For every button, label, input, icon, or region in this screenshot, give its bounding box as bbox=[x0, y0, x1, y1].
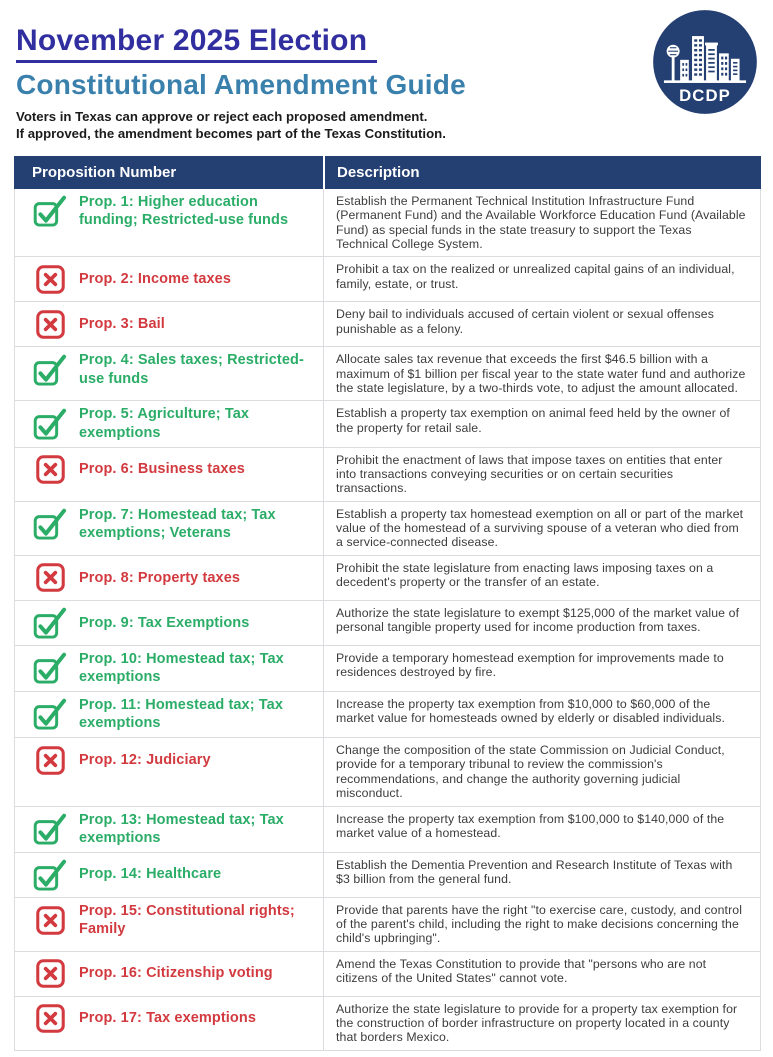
proposition-label: Prop. 9: Tax Exemptions bbox=[79, 614, 250, 631]
proposition-label: Prop. 7: Homestead tax; Tax exemptions; Veterans bbox=[79, 506, 276, 542]
table-row bbox=[15, 692, 760, 738]
description-text: Prohibit the enactment of laws that impose taxes on entities that enter into transactions conveying securities or on certain securities transactions. bbox=[336, 452, 723, 496]
description-cell bbox=[323, 853, 760, 897]
description-text: Provide that parents have the right "to exercise care, custody, and control of the parent's child, including the right to make decisions concerning the child's upbringing". bbox=[336, 902, 743, 946]
proposition-cell bbox=[15, 738, 323, 806]
dcdp-logo bbox=[651, 8, 759, 116]
checkbox-checked-icon bbox=[33, 696, 67, 732]
proposition-cell bbox=[15, 257, 323, 301]
description-text: Provide a temporary homestead exemption for improvements made to residences destroyed by fire. bbox=[336, 650, 724, 680]
checkbox-checked-icon bbox=[33, 857, 67, 893]
page-title: November 2025 Election bbox=[16, 24, 377, 63]
description-cell bbox=[323, 257, 760, 301]
proposition-label: Prop. 10: Homestead tax; Tax exemptions bbox=[79, 650, 284, 686]
table-row bbox=[15, 738, 760, 807]
description-text: Establish a property tax homestead exemption on all or part of the market value of the homestead of a surviving spouse of a veteran who died from a service-connected disease. bbox=[336, 506, 744, 550]
proposition-label: Prop. 6: Business taxes bbox=[79, 461, 245, 478]
description-cell bbox=[323, 952, 760, 996]
description-text: Deny bail to individuals accused of certain violent or sexual offenses punishable as a felony. bbox=[336, 307, 714, 336]
proposition-label: Prop. 2: Income taxes bbox=[79, 271, 231, 288]
table-row bbox=[15, 997, 760, 1050]
x-mark-icon bbox=[33, 959, 67, 988]
table-row bbox=[15, 401, 760, 447]
table-header-row bbox=[14, 156, 761, 189]
proposition-cell bbox=[15, 401, 323, 446]
column-header-description: Description bbox=[323, 156, 761, 189]
table-row bbox=[15, 807, 760, 853]
page-header bbox=[14, 12, 761, 143]
table-row bbox=[15, 853, 760, 898]
proposition-cell bbox=[15, 853, 323, 897]
proposition-cell bbox=[15, 448, 323, 501]
table-row bbox=[15, 502, 760, 556]
description-cell bbox=[323, 448, 760, 501]
description-text: Authorize the state legislature to provide for a property tax exemption for the construction of border infrastructure on property located in a county that borders Mexico. bbox=[336, 1001, 738, 1045]
description-text: Change the composition of the state Commission on Judicial Conduct, provide for a temporary tribunal to review the commission's recommendations, and change the authority governing judicial misconduct. bbox=[336, 743, 725, 801]
proposition-cell bbox=[15, 646, 323, 691]
proposition-label: Prop. 11: Homestead tax; Tax exemptions bbox=[79, 696, 283, 732]
description-cell bbox=[323, 738, 760, 806]
description-cell bbox=[323, 601, 760, 645]
description-cell bbox=[323, 807, 760, 852]
table-row bbox=[15, 189, 760, 258]
description-cell bbox=[323, 302, 760, 346]
description-text: Increase the property tax exemption from $100,000 to $140,000 of the market value of a homestead. bbox=[336, 811, 725, 840]
x-mark-icon bbox=[33, 1004, 67, 1033]
description-cell bbox=[323, 189, 760, 257]
table-row bbox=[15, 556, 760, 601]
description-text: Amend the Texas Constitution to provide that "persons who are not citizens of the United States" cannot vote. bbox=[336, 956, 707, 986]
table-row bbox=[15, 601, 760, 646]
proposition-cell bbox=[15, 898, 323, 951]
table-row bbox=[15, 898, 760, 952]
x-mark-icon bbox=[33, 310, 67, 339]
proposition-label: Prop. 1: Higher education funding; Restricted-use funds bbox=[79, 193, 289, 229]
description-cell bbox=[323, 347, 760, 400]
proposition-label: Prop. 13: Homestead tax; Tax exemptions bbox=[79, 811, 284, 847]
description-text: Establish the Dementia Prevention and Research Institute of Texas with $3 billion from the general fund. bbox=[336, 857, 733, 886]
proposition-cell bbox=[15, 347, 323, 400]
checkbox-checked-icon bbox=[33, 605, 67, 641]
proposition-cell bbox=[15, 302, 323, 346]
x-mark-icon bbox=[33, 906, 67, 935]
proposition-label: Prop. 3: Bail bbox=[79, 316, 165, 333]
description-cell bbox=[323, 692, 760, 737]
description-cell bbox=[323, 401, 760, 446]
proposition-cell bbox=[15, 807, 323, 852]
description-text: Establish the Permanent Technical Institution Infrastructure Fund (Permanent Fund) and the Available Workforce Education Fund (Available Fund) as special funds in the state treasury to support the Texas Technical College System. bbox=[336, 193, 746, 251]
proposition-cell bbox=[15, 189, 323, 257]
table-row bbox=[15, 448, 760, 502]
proposition-label: Prop. 14: Healthcare bbox=[79, 866, 222, 883]
intro-text-line2: If approved, the amendment becomes part of the Texas Constitution. bbox=[16, 126, 446, 142]
proposition-cell bbox=[15, 556, 323, 600]
description-cell bbox=[323, 646, 760, 691]
proposition-cell bbox=[15, 601, 323, 645]
proposition-cell bbox=[15, 502, 323, 555]
description-text: Authorize the state legislature to exempt $125,000 of the market value of personal tangible property used for income production from taxes. bbox=[336, 605, 740, 635]
description-cell bbox=[323, 556, 760, 600]
description-text: Allocate sales tax revenue that exceeds the first $46.5 billion with a maximum of $1 billion per fiscal year to the state water fund and authorize the state legislature, by a two-thirds vote, to adjust the amount allocated. bbox=[336, 352, 746, 396]
svg-text:DCDP: DCDP bbox=[679, 85, 731, 105]
proposition-label: Prop. 4: Sales taxes; Restricted-use funds bbox=[79, 352, 304, 387]
x-mark-icon bbox=[33, 746, 67, 775]
checkbox-checked-icon bbox=[33, 193, 67, 229]
description-cell bbox=[323, 997, 760, 1050]
proposition-label: Prop. 12: Judiciary bbox=[79, 751, 211, 768]
description-cell bbox=[323, 898, 760, 951]
table-row bbox=[15, 347, 760, 401]
description-text: Establish a property tax exemption on animal feed held by the owner of the property for retail sale. bbox=[336, 406, 730, 435]
proposition-label: Prop. 17: Tax exemptions bbox=[79, 1010, 256, 1027]
description-text: Prohibit a tax on the realized or unrealized capital gains of an individual, family, estate, or trust. bbox=[336, 262, 735, 291]
x-mark-icon bbox=[33, 455, 67, 484]
x-mark-icon bbox=[33, 563, 67, 592]
checkbox-checked-icon bbox=[33, 506, 67, 542]
dallas-skyline-icon bbox=[651, 8, 759, 116]
amendment-table bbox=[14, 156, 761, 1051]
description-text: Prohibit the state legislature from enacting laws imposing taxes on a decedent's property or the transfer of an estate. bbox=[336, 560, 714, 590]
proposition-label: Prop. 5: Agriculture; Tax exemptions bbox=[79, 406, 250, 442]
description-cell bbox=[323, 502, 760, 555]
page-subtitle-title: Constitutional Amendment Guide bbox=[16, 69, 466, 100]
proposition-label: Prop. 8: Property taxes bbox=[79, 569, 241, 586]
intro-text-line1: Voters in Texas can approve or reject each proposed amendment. bbox=[16, 109, 428, 124]
proposition-cell bbox=[15, 692, 323, 737]
proposition-cell bbox=[15, 997, 323, 1050]
checkbox-checked-icon bbox=[33, 650, 67, 686]
description-text: Increase the property tax exemption from $10,000 to $60,000 of the market value for homesteads owned by elderly or disabled individuals. bbox=[336, 696, 725, 726]
proposition-label: Prop. 16: Citizenship voting bbox=[79, 965, 273, 982]
checkbox-checked-icon bbox=[33, 811, 67, 847]
table-row bbox=[15, 952, 760, 997]
table-body bbox=[15, 189, 760, 1050]
checkbox-checked-icon bbox=[33, 406, 67, 442]
proposition-cell bbox=[15, 952, 323, 996]
table-row bbox=[15, 646, 760, 692]
checkbox-checked-icon bbox=[33, 352, 67, 388]
column-header-proposition-number: Proposition Number bbox=[32, 163, 177, 181]
x-mark-icon bbox=[33, 265, 67, 294]
table-row bbox=[15, 257, 760, 302]
table-row bbox=[15, 302, 760, 347]
proposition-label: Prop. 15: Constitutional rights; Family bbox=[79, 902, 295, 938]
